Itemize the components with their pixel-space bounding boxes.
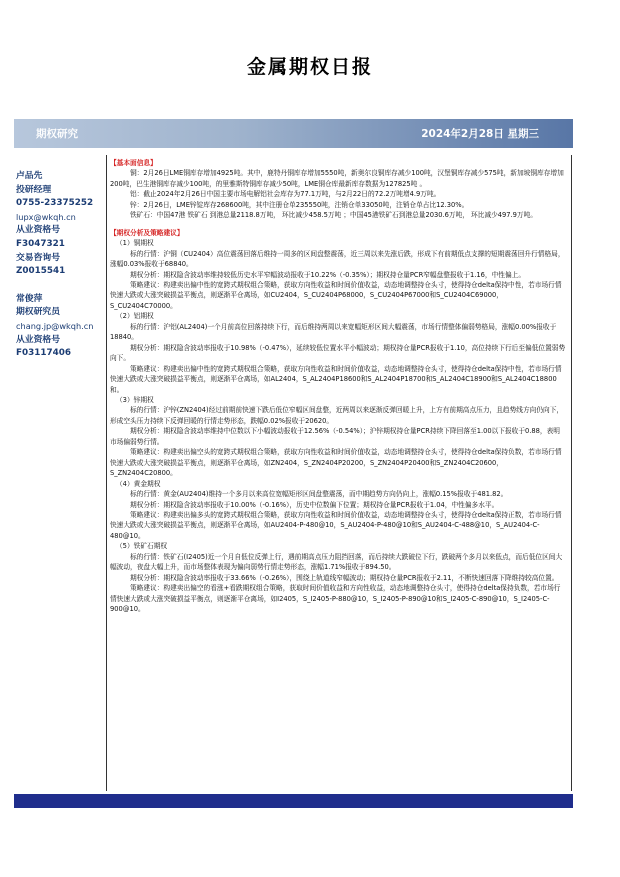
- author-role: 投研经理: [16, 184, 52, 195]
- gold-strategy: 策略建议：构建卖出偏多头的宽跨式期权组合策略，获取方向性收益和时间价值收益，动态地调整持仓头寸，使得持仓delta保持正数，若市场行情快速大跌或大涨突破损益平衡点，则逐渐平仓离场，如AU2404-P-480@10，S_AU2404-P-480@10和S_AU2404-C-488@10，S_AU2404-C-480@10。: [110, 510, 562, 540]
- author-trade-label: 交易咨询号: [16, 252, 60, 263]
- footer-bar: [14, 794, 573, 808]
- zinc-strategy: 策略建议：构建卖出偏空头的宽跨式期权组合策略，获取方向性收益和时间价值收益，动态地调整持仓头寸，使得持仓delta保持负数，若市场行情快速大跌或大涨突破损益平衡点，则逐渐平仓离场，如ZN2404，S_ZN2404P20200，S_ZN2404P20400和S_ZN2404C20600，S_ZN2404C20800。: [110, 448, 562, 478]
- aluminum-analysis: 期权分析：期权隐含波动率报收于10.98%（-0.47%），延续较低位置水平小幅波动；期权持仓量PCR报收于1.10，高位持续下行后至偏低位置弱势向下。: [110, 343, 566, 363]
- author-name: 常俊萍: [16, 293, 43, 304]
- author-sidebar: [16, 170, 104, 361]
- aluminum-market: 标的行情：沪铝(AL2404)一个月前高位回落持续下行，而后维持两周以来宽幅矩形区间大幅震荡，市场行情整体偏弱势格局，涨幅0.00%报收于18840。: [110, 322, 557, 342]
- section-heading-analysis: 【期权分析及策略建议】: [110, 228, 184, 237]
- copper-label: （1）铜期权: [116, 239, 154, 248]
- gold-market: 标的行情：黄金(AU2404)维持一个多月以来高位宽幅矩形区间盘整震荡，而中期趋势方向仍向上，涨幅0.15%报收于481.82。: [130, 490, 508, 499]
- iron-ore-strategy: 策略建议：构建卖出偏空的看涨+看跌期权组合策略，获取时间价值收益和方向性收益，动态地调整持仓头寸，使得持仓delta保持负数，若市场行情快速大跌或大涨突破损益平衡点，则逐渐平仓离场，如I2405，S_I2405-P-880@10，S_I2405-P-890@10和S_I2405-C-890@10，S_I2405-C-900@10。: [110, 584, 561, 614]
- basic-aluminum-para: 铝：截止2024年2月26日中国主要市场电解铝社会库存为77.1万吨，与2月22日的72.2万吨增4.9万吨。: [130, 190, 441, 199]
- report-title: 金属期权日报: [246, 56, 373, 78]
- report-body: [110, 158, 566, 614]
- gold-analysis: 期权分析：期权隐含波动率报收于10.00%（-0.16%），历史中位数偏下位置；期权持仓量PCR报收于1.04，中性偏多水平。: [130, 500, 499, 509]
- header-date: 2024年2月28日 星期三: [421, 128, 539, 140]
- author-name: 卢品先: [16, 171, 43, 181]
- basic-copper-para: 铜：2月26日LME铜库存增加4925吨。其中，鹿特丹铜库存增加5550吨，新奥尔良铜库存减少100吨，汉堡铜库存减少575吨，新加坡铜库存增加200吨，巴生港铜库存减少100吨，的里雅斯特铜库存减少50吨，LME铜仓库最新库存数据为127825吨 。: [110, 169, 564, 188]
- author-cert-label: 从业资格号: [16, 225, 60, 236]
- basic-iron-ore-para: 铁矿石：中国47港 铁矿石 到港总量2118.8万吨， 环比减少458.5万吨 ；中国45港铁矿石到港总量2030.6万吨， 环比减少497.9万吨。: [130, 211, 537, 220]
- content-panel: [106, 155, 572, 791]
- aluminum-strategy: 策略建议：构建卖出偏中性的宽跨式期权组合策略，获取方向性收益和时间价值收益，动态地调整持仓头寸，使得持仓delta保持中性，若市场行情快速大跌或大涨突破损益平衡点，则逐渐平仓离场，如AL2404，S_AL2404P18600和S_AL2404P18700和S_AL2404C18900和S_AL2404C18800和。: [110, 364, 562, 394]
- author-cert-label: 从业资格号: [16, 334, 60, 345]
- zinc-analysis: 期权分析：期权隐含波动率维持中位数以下小幅波动报收于12.56%（-0.54%）；沪锌期权持仓量PCR持续下降回落至1.00以下报收于0.88，表明市场偏弱势行情。: [110, 427, 560, 446]
- copper-market: 标的行情：沪铜（CU2404）高位震荡回落后维持一周多的区间盘整震荡，近三周以来先涨后跌，形成下有前期低点支撑的短期震荡回升行情格局，涨幅0.03%报收于68840。: [110, 249, 565, 269]
- basic-zinc-para: 锌：2月26日，LME锌锭库存268600吨，其中注册仓单235550吨，注销仓单33050吨，注销仓单占比12.30%。: [130, 200, 469, 209]
- author-role: 期权研究员: [16, 307, 60, 318]
- header-category: 期权研究: [36, 128, 78, 140]
- zinc-label: （3）锌期权: [116, 395, 154, 404]
- author-email[interactable]: chang.jp@wkqh.cn: [16, 320, 94, 331]
- copper-strategy: 策略建议：构建卖出偏中性的宽跨式期权组合策略，获取方向性收益和时间价值收益，动态地调整持仓头寸，使得持仓delta保持中性，若市场行情快速大跌或大涨突破损益平衡点，则逐渐平仓离场，如CU2404，S_CU2404P68000，S_CU2404P67000和S_CU2404C69000，S_CU2404C70000。: [110, 280, 562, 310]
- iron-ore-analysis: 期权分析：期权隐含波动率报收于33.66%（-0.26%），围绕上轨道线窄幅波动；期权持仓量PCR报收于2.11，不断快速回落下降维持较高位置。: [130, 573, 559, 582]
- copper-analysis: 期权分析：期权隐含波动率维持较低历史水平窄幅波动报收于10.22%（-0.35%）；期权持仓量PCR窄幅盘整报收于1.16，中性偏上。: [130, 270, 526, 279]
- author-email[interactable]: lupx@wkqh.cn: [16, 211, 76, 222]
- zinc-market: 标的行情：沪锌(ZN2404)经过前期前快速下跌后低位窄幅区间盘整，近两周以来逐渐反弹回暖上升，上方有前期高点压力，且趋势线方向仍向下，形成空头压力持续下反弹回暖的行情走势形态，跌幅0.02%报收于20620。: [110, 406, 564, 425]
- header-band: [14, 119, 573, 148]
- iron-ore-label: （5）铁矿石期权: [116, 542, 168, 551]
- iron-ore-market: 标的行情：铁矿石(I2405)近一个月自低位反弹上行，遇前期高点压力阻挡回落，而后持续大跌破位下行，跌破两个多月以来低点，而后低位区间大幅波动，夜盘大幅上升，而市场整体表现为偏向弱势行情走势形态，涨幅1.71%报收于894.50。: [110, 552, 563, 572]
- author-trade: Z0015541: [16, 266, 66, 277]
- author-phone: 0755-23375252: [16, 198, 94, 209]
- author-cert: F3047321: [16, 238, 65, 249]
- gold-label: （4）黄金期权: [116, 479, 161, 488]
- author-cert: F03117406: [16, 348, 71, 359]
- section-heading-basic: 【基本面信息】: [110, 159, 157, 167]
- aluminum-label: （2）铝期权: [116, 312, 154, 321]
